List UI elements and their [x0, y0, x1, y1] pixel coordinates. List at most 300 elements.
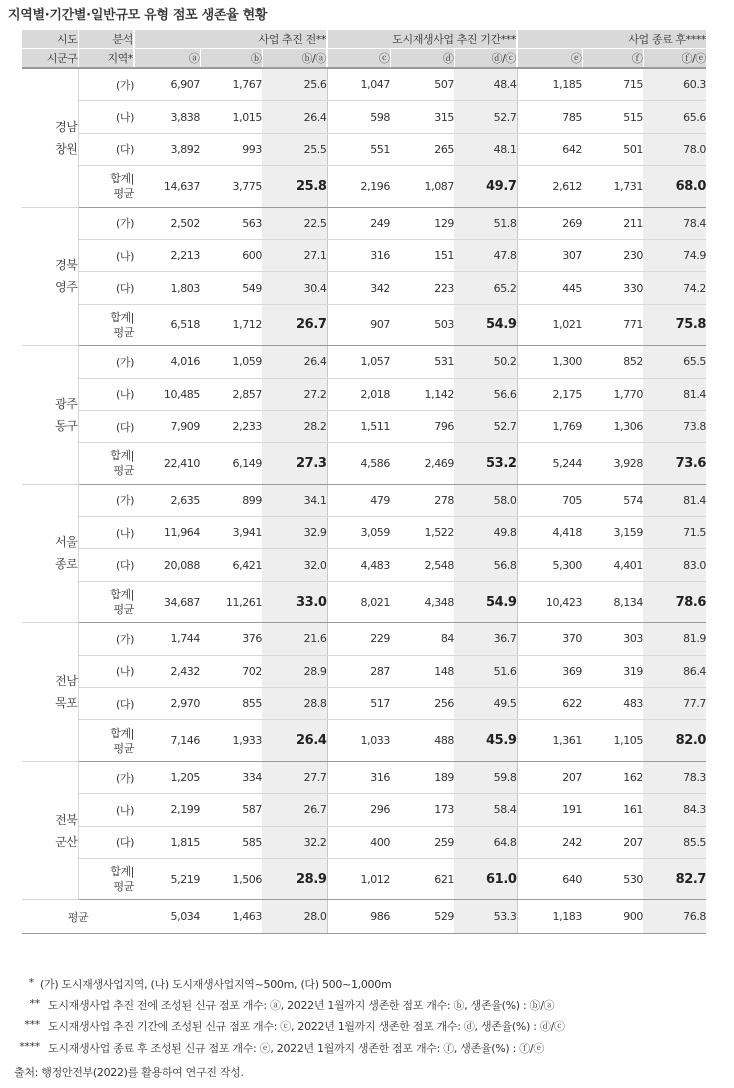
cell-col-e: 2,612	[517, 166, 582, 207]
cell-col-c: 551	[327, 133, 390, 165]
cell-col-b: 1,933	[200, 720, 262, 761]
cell-col-c: 316	[327, 761, 390, 793]
cell-col-b: 600	[200, 239, 262, 271]
header-sido: 시도	[22, 30, 78, 49]
cell-col-e: 1,361	[517, 720, 582, 761]
cell-col-c: 2,018	[327, 378, 390, 410]
cell-col-a: 7,146	[134, 720, 200, 761]
cell-col-fe: 78.6	[643, 581, 706, 622]
region-label-line: 종로	[55, 557, 78, 572]
cell-col-a: 1,744	[134, 623, 200, 655]
region-label-line: 서울	[55, 535, 78, 550]
cell-col-a: 14,637	[134, 166, 200, 207]
cell-col-f: 530	[582, 858, 643, 899]
cell-col-ba: 21.6	[262, 623, 327, 655]
cell-col-d: 84	[390, 623, 454, 655]
area-cell: (나)	[78, 239, 134, 271]
cell-col-ba: 25.6	[262, 68, 327, 101]
sum-label-line: 합계|	[110, 865, 134, 879]
area-cell: (다)	[78, 133, 134, 165]
cell-col-b: 855	[200, 688, 262, 720]
cell-col-dc: 48.1	[454, 133, 517, 165]
cell-col-fe: 83.0	[643, 549, 706, 581]
cell-col-f: 3,159	[582, 517, 643, 549]
cell-col-d: 1,142	[390, 378, 454, 410]
sum-label-line: 평균	[113, 464, 134, 478]
header-col-e: ⓔ	[517, 49, 582, 69]
cell-col-a: 6,518	[134, 304, 200, 345]
cell-col-ba: 32.0	[262, 549, 327, 581]
cell-col-f: 771	[582, 304, 643, 345]
cell-col-b: 2,857	[200, 378, 262, 410]
cell-col-c: 1,047	[327, 68, 390, 101]
cell-col-ba: 28.9	[262, 655, 327, 687]
table-row	[22, 239, 706, 271]
cell-col-d: 796	[390, 410, 454, 442]
cell-col-d: 315	[390, 101, 454, 133]
cell-col-c: 342	[327, 272, 390, 304]
table-summary-row	[22, 581, 706, 622]
cell-col-ba: 26.4	[262, 346, 327, 378]
cell-col-e: 10,423	[517, 581, 582, 622]
page-title: 지역별·기간별·일반규모 유형 점포 생존율 현황	[8, 8, 268, 23]
cell-col-d: 507	[390, 68, 454, 101]
cell-col-a: 5,219	[134, 858, 200, 899]
cell-col-c: 229	[327, 623, 390, 655]
cell-col-ba: 27.7	[262, 761, 327, 793]
cell-col-e: 1,300	[517, 346, 582, 378]
cell-col-ba: 28.9	[262, 858, 327, 899]
header-sigungu: 시군구	[22, 49, 78, 69]
average-col-a: 5,034	[134, 900, 200, 934]
cell-col-ba: 28.2	[262, 410, 327, 442]
footnote-mark: ****	[19, 1040, 40, 1053]
area-cell: (가)	[78, 761, 134, 793]
cell-col-ba: 25.5	[262, 133, 327, 165]
cell-col-ba: 22.5	[262, 207, 327, 239]
cell-col-d: 278	[390, 484, 454, 516]
cell-col-b: 2,233	[200, 410, 262, 442]
cell-col-e: 207	[517, 761, 582, 793]
cell-col-ba: 26.4	[262, 101, 327, 133]
cell-col-e: 1,185	[517, 68, 582, 101]
table-summary-row	[22, 443, 706, 484]
cell-col-b: 993	[200, 133, 262, 165]
cell-col-d: 223	[390, 272, 454, 304]
cell-col-e: 191	[517, 794, 582, 826]
cell-col-a: 10,485	[134, 378, 200, 410]
cell-col-fe: 65.5	[643, 346, 706, 378]
cell-col-ba: 32.9	[262, 517, 327, 549]
footnote-text: (가) 도시재생사업지역, (나) 도시재생사업지역~500m, (다) 500~1,000m	[40, 978, 392, 991]
region-cell	[22, 761, 78, 900]
cell-col-dc: 54.9	[454, 304, 517, 345]
region-cell	[22, 68, 78, 207]
area-cell: (나)	[78, 517, 134, 549]
cell-col-fe: 75.8	[643, 304, 706, 345]
cell-col-c: 598	[327, 101, 390, 133]
cell-col-d: 2,548	[390, 549, 454, 581]
cell-col-f: 715	[582, 68, 643, 101]
cell-col-e: 1,021	[517, 304, 582, 345]
cell-col-dc: 59.8	[454, 761, 517, 793]
table-row	[22, 272, 706, 304]
cell-col-fe: 74.2	[643, 272, 706, 304]
table-row	[22, 826, 706, 858]
cell-col-ba: 34.1	[262, 484, 327, 516]
table-row	[22, 655, 706, 687]
area-cell	[78, 443, 134, 484]
cell-col-fe: 60.3	[643, 68, 706, 101]
cell-col-fe: 81.9	[643, 623, 706, 655]
table-row	[22, 346, 706, 378]
cell-col-e: 705	[517, 484, 582, 516]
header-area-line1: 분석	[78, 30, 134, 49]
cell-col-fe: 73.6	[643, 443, 706, 484]
area-cell: (나)	[78, 794, 134, 826]
cell-col-fe: 68.0	[643, 166, 706, 207]
region-label-line: 전남	[55, 674, 78, 689]
sum-label-line: 합계|	[110, 310, 134, 324]
area-cell: (나)	[78, 378, 134, 410]
table-row	[22, 623, 706, 655]
cell-col-c: 249	[327, 207, 390, 239]
cell-col-dc: 48.4	[454, 68, 517, 101]
table-row	[22, 484, 706, 516]
average-col-c: 986	[327, 900, 390, 934]
area-cell	[78, 858, 134, 899]
table-row	[22, 101, 706, 133]
area-cell: (다)	[78, 549, 134, 581]
cell-col-e: 445	[517, 272, 582, 304]
table-summary-row	[22, 858, 706, 899]
cell-col-c: 4,586	[327, 443, 390, 484]
cell-col-b: 334	[200, 761, 262, 793]
cell-col-a: 4,016	[134, 346, 200, 378]
cell-col-fe: 84.3	[643, 794, 706, 826]
cell-col-a: 1,815	[134, 826, 200, 858]
cell-col-ba: 28.8	[262, 688, 327, 720]
cell-col-f: 303	[582, 623, 643, 655]
cell-col-f: 1,105	[582, 720, 643, 761]
cell-col-a: 2,635	[134, 484, 200, 516]
cell-col-dc: 61.0	[454, 858, 517, 899]
table-row	[22, 517, 706, 549]
area-cell: (가)	[78, 623, 134, 655]
cell-col-fe: 82.7	[643, 858, 706, 899]
cell-col-e: 242	[517, 826, 582, 858]
cell-col-dc: 64.8	[454, 826, 517, 858]
cell-col-c: 4,483	[327, 549, 390, 581]
cell-col-c: 1,012	[327, 858, 390, 899]
average-col-ba: 28.0	[262, 900, 327, 934]
sum-label-line: 합계|	[110, 172, 134, 186]
table-summary-row	[22, 720, 706, 761]
cell-col-b: 585	[200, 826, 262, 858]
cell-col-fe: 74.9	[643, 239, 706, 271]
cell-col-fe: 78.3	[643, 761, 706, 793]
cell-col-a: 2,213	[134, 239, 200, 271]
cell-col-fe: 81.4	[643, 378, 706, 410]
header-period-during: 도시재생사업 추진 기간***	[327, 30, 517, 49]
cell-col-d: 488	[390, 720, 454, 761]
cell-col-f: 574	[582, 484, 643, 516]
cell-col-dc: 51.8	[454, 207, 517, 239]
cell-col-a: 1,803	[134, 272, 200, 304]
area-cell: (가)	[78, 207, 134, 239]
cell-col-fe: 82.0	[643, 720, 706, 761]
cell-col-dc: 47.8	[454, 239, 517, 271]
cell-col-a: 3,838	[134, 101, 200, 133]
cell-col-d: 621	[390, 858, 454, 899]
cell-col-c: 316	[327, 239, 390, 271]
cell-col-d: 259	[390, 826, 454, 858]
cell-col-b: 3,941	[200, 517, 262, 549]
average-col-e: 1,183	[517, 900, 582, 934]
cell-col-e: 4,418	[517, 517, 582, 549]
region-label-line: 광주	[55, 396, 78, 411]
table-row	[22, 378, 706, 410]
region-label-line: 영주	[55, 280, 78, 295]
cell-col-ba: 27.1	[262, 239, 327, 271]
cell-col-b: 899	[200, 484, 262, 516]
cell-col-d: 4,348	[390, 581, 454, 622]
cell-col-b: 1,015	[200, 101, 262, 133]
cell-col-c: 1,511	[327, 410, 390, 442]
cell-col-c: 3,059	[327, 517, 390, 549]
cell-col-e: 785	[517, 101, 582, 133]
cell-col-c: 2,196	[327, 166, 390, 207]
cell-col-b: 6,421	[200, 549, 262, 581]
region-cell	[22, 484, 78, 623]
cell-col-dc: 53.2	[454, 443, 517, 484]
area-cell: (다)	[78, 272, 134, 304]
cell-col-d: 503	[390, 304, 454, 345]
region-label-line: 목포	[55, 696, 78, 711]
cell-col-a: 20,088	[134, 549, 200, 581]
cell-col-fe: 81.4	[643, 484, 706, 516]
cell-col-d: 129	[390, 207, 454, 239]
header-col-dc: ⓓ/ⓒ	[454, 49, 517, 69]
cell-col-f: 483	[582, 688, 643, 720]
header-period-before: 사업 추진 전**	[134, 30, 327, 49]
cell-col-f: 1,770	[582, 378, 643, 410]
footnote-text: 도시재생사업 추진 전에 조성된 신규 점포 개수: ⓐ, 2022년 1월까지 생존한 점포 개수: ⓑ, 생존율(%) : ⓑ/ⓐ	[48, 999, 555, 1012]
cell-col-a: 22,410	[134, 443, 200, 484]
cell-col-c: 400	[327, 826, 390, 858]
region-label-line: 경남	[55, 119, 78, 134]
area-cell: (가)	[78, 484, 134, 516]
average-col-d: 529	[390, 900, 454, 934]
cell-col-dc: 49.8	[454, 517, 517, 549]
table-row	[22, 794, 706, 826]
cell-col-a: 34,687	[134, 581, 200, 622]
cell-col-e: 640	[517, 858, 582, 899]
cell-col-e: 369	[517, 655, 582, 687]
region-label-line: 창원	[55, 141, 78, 156]
cell-col-dc: 54.9	[454, 581, 517, 622]
header-area-line2: 지역*	[78, 49, 134, 69]
header-col-b: ⓑ	[200, 49, 262, 69]
cell-col-a: 11,964	[134, 517, 200, 549]
table-row	[22, 207, 706, 239]
region-label-line: 전북	[55, 812, 78, 827]
cell-col-d: 189	[390, 761, 454, 793]
cell-col-ba: 27.3	[262, 443, 327, 484]
source-note: 출처: 행정안전부(2022)를 활용하여 연구진 작성.	[14, 1066, 244, 1079]
cell-col-dc: 50.2	[454, 346, 517, 378]
header-col-c: ⓒ	[327, 49, 390, 69]
cell-col-e: 1,769	[517, 410, 582, 442]
table-row	[22, 688, 706, 720]
area-cell: (나)	[78, 101, 134, 133]
cell-col-ba: 26.4	[262, 720, 327, 761]
cell-col-dc: 58.4	[454, 794, 517, 826]
cell-col-e: 642	[517, 133, 582, 165]
cell-col-dc: 56.6	[454, 378, 517, 410]
cell-col-c: 1,033	[327, 720, 390, 761]
cell-col-dc: 52.7	[454, 410, 517, 442]
cell-col-b: 587	[200, 794, 262, 826]
cell-col-f: 501	[582, 133, 643, 165]
cell-col-d: 173	[390, 794, 454, 826]
cell-col-d: 265	[390, 133, 454, 165]
table-row	[22, 410, 706, 442]
header-col-d: ⓓ	[390, 49, 454, 69]
area-cell: (가)	[78, 68, 134, 101]
area-cell: (가)	[78, 346, 134, 378]
header-period-after: 사업 종료 후****	[517, 30, 706, 49]
cell-col-b: 1,506	[200, 858, 262, 899]
sum-label-line: 평균	[113, 187, 134, 201]
region-cell	[22, 346, 78, 485]
table-summary-row	[22, 166, 706, 207]
cell-col-b: 563	[200, 207, 262, 239]
cell-col-a: 6,907	[134, 68, 200, 101]
area-cell: (다)	[78, 410, 134, 442]
cell-col-d: 2,469	[390, 443, 454, 484]
cell-col-e: 269	[517, 207, 582, 239]
cell-col-d: 1,087	[390, 166, 454, 207]
cell-col-dc: 58.0	[454, 484, 517, 516]
cell-col-d: 1,522	[390, 517, 454, 549]
sum-label-line: 평균	[113, 741, 134, 755]
average-col-fe: 76.8	[643, 900, 706, 934]
cell-col-dc: 51.6	[454, 655, 517, 687]
sum-label-line: 합계|	[110, 726, 134, 740]
average-col-dc: 53.3	[454, 900, 517, 934]
area-cell	[78, 581, 134, 622]
cell-col-f: 852	[582, 346, 643, 378]
cell-col-e: 622	[517, 688, 582, 720]
cell-col-fe: 73.8	[643, 410, 706, 442]
cell-col-f: 319	[582, 655, 643, 687]
cell-col-dc: 65.2	[454, 272, 517, 304]
cell-col-b: 3,775	[200, 166, 262, 207]
footnote-mark: **	[29, 997, 40, 1010]
cell-col-b: 1,059	[200, 346, 262, 378]
cell-col-a: 3,892	[134, 133, 200, 165]
cell-col-dc: 49.5	[454, 688, 517, 720]
cell-col-f: 3,928	[582, 443, 643, 484]
cell-col-c: 296	[327, 794, 390, 826]
cell-col-c: 517	[327, 688, 390, 720]
cell-col-fe: 86.4	[643, 655, 706, 687]
cell-col-f: 162	[582, 761, 643, 793]
region-label-line: 동구	[55, 418, 78, 433]
cell-col-dc: 52.7	[454, 101, 517, 133]
footnote-mark: ***	[24, 1018, 40, 1031]
table-row	[22, 549, 706, 581]
table-summary-row	[22, 304, 706, 345]
sum-label-line: 합계|	[110, 588, 134, 602]
footnote-text: 도시재생사업 종료 후 조성된 신규 점포 개수: ⓔ, 2022년 1월까지 생존한 점포 개수: ⓕ, 생존율(%) : ⓕ/ⓔ	[48, 1042, 545, 1055]
cell-col-a: 2,970	[134, 688, 200, 720]
region-label-line: 경북	[55, 258, 78, 273]
area-cell	[78, 720, 134, 761]
table-row	[22, 133, 706, 165]
cell-col-b: 6,149	[200, 443, 262, 484]
cell-col-b: 702	[200, 655, 262, 687]
cell-col-ba: 26.7	[262, 304, 327, 345]
cell-col-d: 151	[390, 239, 454, 271]
cell-col-dc: 56.8	[454, 549, 517, 581]
area-cell	[78, 304, 134, 345]
cell-col-e: 2,175	[517, 378, 582, 410]
cell-col-f: 161	[582, 794, 643, 826]
cell-col-b: 11,261	[200, 581, 262, 622]
cell-col-f: 515	[582, 101, 643, 133]
cell-col-a: 2,432	[134, 655, 200, 687]
sum-label-line: 평균	[113, 325, 134, 339]
cell-col-ba: 26.7	[262, 794, 327, 826]
cell-col-c: 907	[327, 304, 390, 345]
cell-col-fe: 65.6	[643, 101, 706, 133]
header-col-ba: ⓑ/ⓐ	[262, 49, 327, 69]
cell-col-dc: 45.9	[454, 720, 517, 761]
cell-col-e: 5,300	[517, 549, 582, 581]
sum-label-line: 평균	[113, 880, 134, 894]
cell-col-a: 7,909	[134, 410, 200, 442]
cell-col-d: 256	[390, 688, 454, 720]
region-cell	[22, 207, 78, 346]
cell-col-e: 370	[517, 623, 582, 655]
cell-col-f: 330	[582, 272, 643, 304]
cell-col-b: 549	[200, 272, 262, 304]
cell-col-ba: 32.2	[262, 826, 327, 858]
cell-col-f: 1,306	[582, 410, 643, 442]
region-label-line: 군산	[55, 834, 78, 849]
cell-col-f: 207	[582, 826, 643, 858]
cell-col-e: 307	[517, 239, 582, 271]
table-average-row	[22, 900, 706, 934]
cell-col-fe: 78.0	[643, 133, 706, 165]
cell-col-ba: 27.2	[262, 378, 327, 410]
cell-col-d: 531	[390, 346, 454, 378]
cell-col-dc: 49.7	[454, 166, 517, 207]
cell-col-fe: 71.5	[643, 517, 706, 549]
cell-col-c: 8,021	[327, 581, 390, 622]
cell-col-b: 376	[200, 623, 262, 655]
area-cell	[78, 166, 134, 207]
average-col-f: 900	[582, 900, 643, 934]
cell-col-dc: 36.7	[454, 623, 517, 655]
footnote-mark: *	[28, 976, 34, 989]
cell-col-fe: 85.5	[643, 826, 706, 858]
cell-col-a: 2,502	[134, 207, 200, 239]
cell-col-b: 1,712	[200, 304, 262, 345]
footnote-text: 도시재생사업 추진 기간에 조성된 신규 점포 개수: ⓒ, 2022년 1월까지 생존한 점포 개수: ⓓ, 생존율(%) : ⓓ/ⓒ	[48, 1020, 565, 1033]
